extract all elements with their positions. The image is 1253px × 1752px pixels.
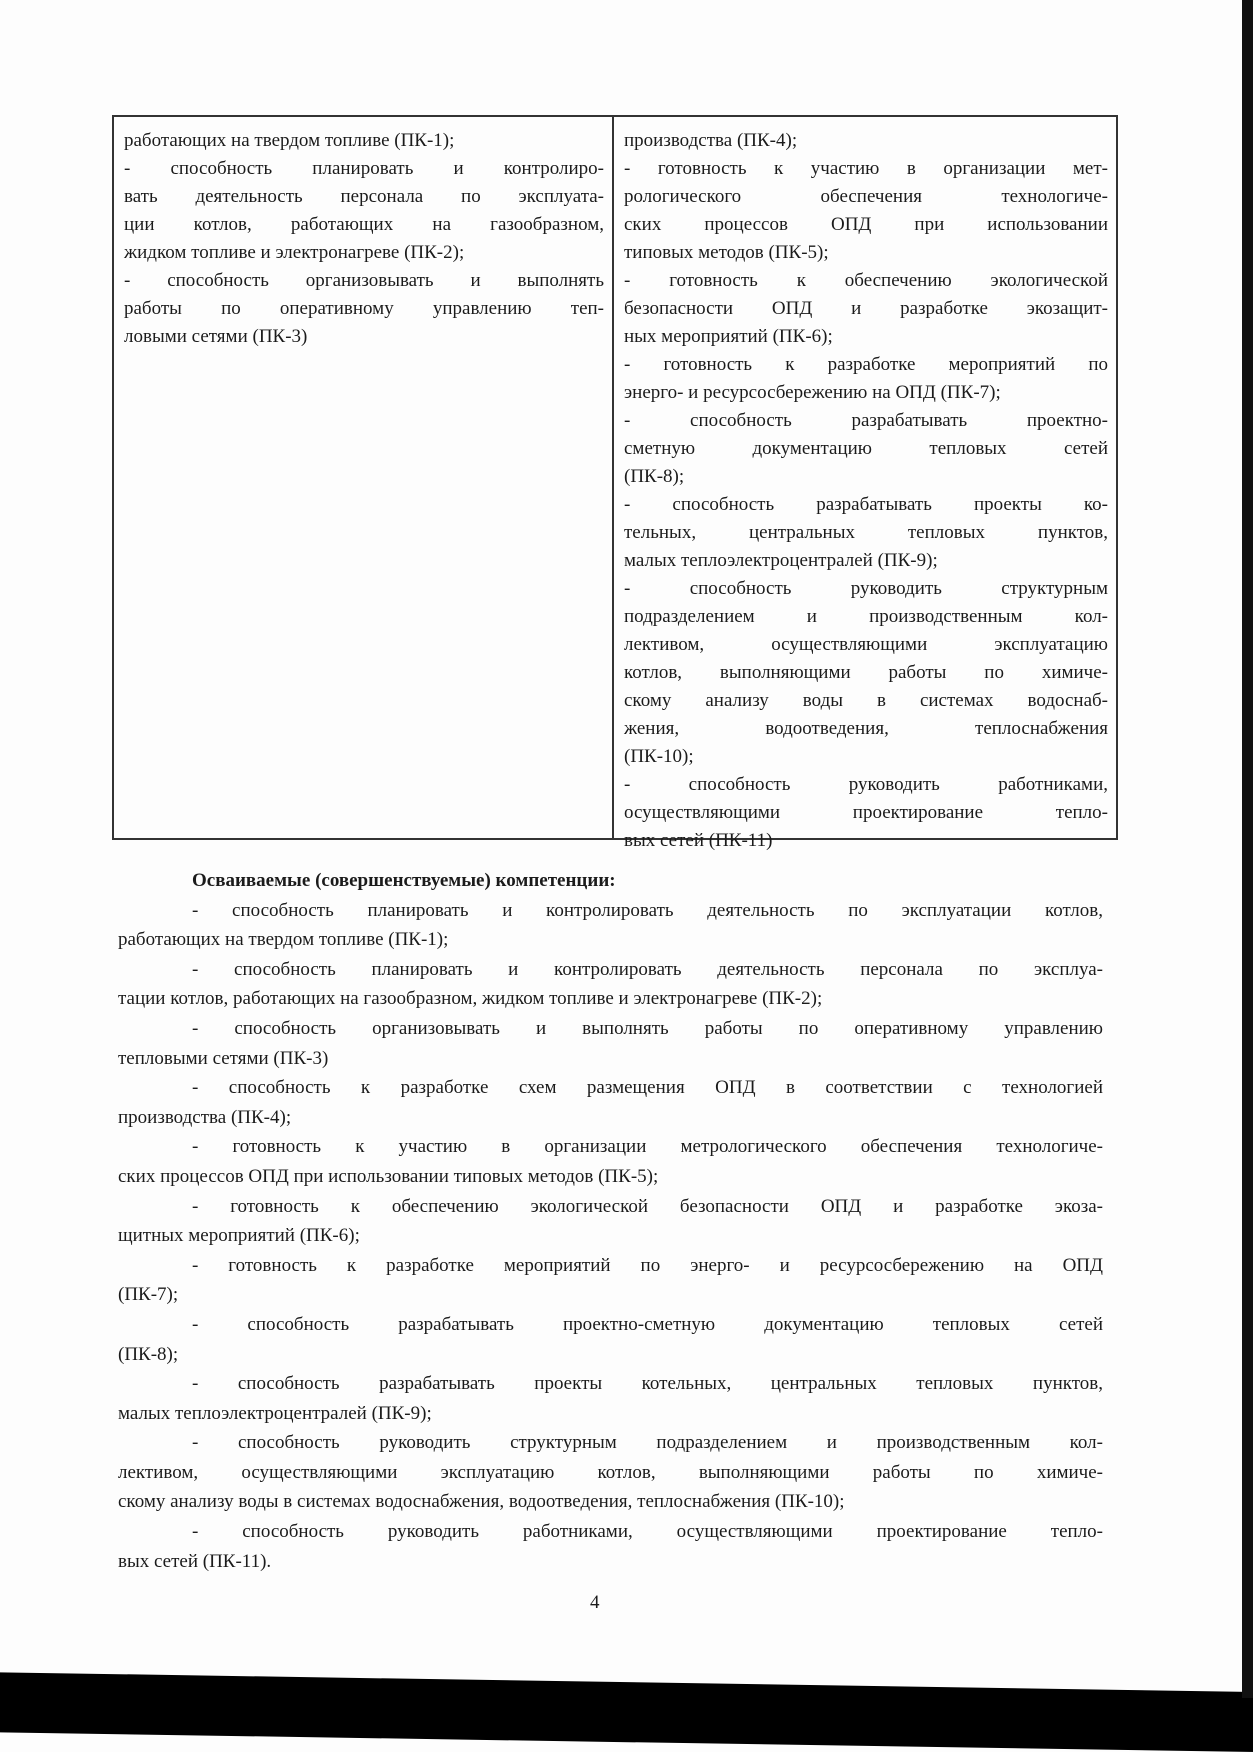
scan-shadow-right [1242,0,1253,1698]
table-text-line: - готовность к обеспечению экологической [624,270,1108,291]
table-text-line: ских процессов ОПД при использовании [624,214,1108,235]
text-line: - способность разрабатывать проектно-сметную документацию тепловых сетей [192,1313,1103,1335]
text-line: - способность руководить работниками, осуществляющими проектирование тепло- [192,1521,1103,1543]
competency-paragraph [118,896,1103,955]
table-text-line: подразделением и производственным кол- [624,606,1108,627]
table-text-line: вать деятельность персонала по эксплуата- [124,186,604,207]
table-text-line: ных мероприятий (ПК-6); [624,326,833,347]
table-text-line: - способность планировать и контролиро- [124,158,604,179]
text-line: щитных мероприятий (ПК-6); [118,1225,360,1247]
competency-paragraph [118,1132,1103,1191]
table-text-line: тельных, центральных тепловых пунктов, [624,522,1108,543]
competency-paragraph [118,955,1103,1014]
table-text-line: ции котлов, работающих на газообразном, [124,214,604,235]
competency-paragraph [118,1310,1103,1369]
text-line: тепловыми сетями (ПК-3) [118,1047,329,1069]
table-text-line: - способность руководить работниками, [624,774,1108,795]
text-line: лективом, осуществляющими эксплуатацию котлов, выполняющими работы по химиче- [118,1461,1103,1483]
competency-paragraph [118,1517,1103,1576]
text-line: работающих на твердом топливе (ПК-1); [118,929,449,951]
competency-paragraph [118,1428,1103,1517]
table-text-line: жидком топливе и электронагреве (ПК-2); [124,242,465,263]
text-line: - способность разрабатывать проекты котельных, центральных тепловых пунктов, [192,1373,1103,1395]
competency-paragraph [118,1251,1103,1310]
table-text-line: безопасности ОПД и разработке экозащит- [624,298,1108,319]
text-line: - способность руководить структурным подразделением и производственным кол- [192,1432,1103,1454]
text-line: - готовность к разработке мероприятий по энерго- и ресурсосбережению на ОПД [192,1254,1103,1276]
text-line: тации котлов, работающих на газообразном, жидком топливе и электронагреве (ПК-2); [118,988,823,1010]
table-text-line: рологического обеспечения технологиче- [624,186,1108,207]
text-line: - способность планировать и контролировать деятельность персонала по эксплуа- [192,958,1103,980]
section-heading: Осваиваемые (совершенствуемые) компетенции: [192,870,616,891]
table-text-line: - способность разрабатывать проектно- [624,410,1108,431]
table-text-line: осуществляющими проектирование тепло- [624,802,1108,823]
competencies-table [112,115,1118,851]
text-line: ских процессов ОПД при использовании типовых методов (ПК-5); [118,1165,659,1187]
table-text-line: - способность организовывать и выполнять [124,270,604,291]
table-left-cell [114,117,614,838]
table-text-line: производства (ПК-4); [624,130,798,151]
table-text-line: работающих на твердом топливе (ПК-1); [124,130,455,151]
table-text-line: сметную документацию тепловых сетей [624,438,1108,459]
table-text-line: - готовность к разработке мероприятий по [624,354,1108,375]
text-line: вых сетей (ПК-11). [118,1550,272,1572]
text-line: производства (ПК-4); [118,1106,292,1128]
text-line: малых теплоэлектроцентралей (ПК-9); [118,1402,432,1424]
table-text-line: работы по оперативному управлению теп- [124,298,604,319]
table-text-line: - готовность к участию в организации мет- [624,158,1108,179]
table-text-line: - способность руководить структурным [624,578,1108,599]
competencies-section [118,866,1103,1576]
competency-paragraph [118,1192,1103,1251]
table-text-line: - способность разрабатывать проекты ко- [624,494,1108,515]
table-text-line: жения, водоотведения, теплоснабжения [624,718,1108,739]
table-text-line: ловыми сетями (ПК-3) [124,326,308,347]
table-text-line: скому анализу воды в системах водоснаб- [624,690,1108,711]
competency-paragraph [118,1369,1103,1428]
text-line: скому анализу воды в системах водоснабжения, водоотведения, теплоснабжения (ПК-10); [118,1491,845,1513]
table-text-line: лективом, осуществляющими эксплуатацию [624,634,1108,655]
text-line: - способность к разработке схем размещения ОПД в соответствии с технологией [192,1077,1103,1099]
scan-shadow-bottom [0,1672,1253,1752]
text-line: - способность планировать и контролировать деятельность по эксплуатации котлов, [192,899,1103,921]
text-line: (ПК-7); [118,1284,179,1306]
text-line: - готовность к обеспечению экологической безопасности ОПД и разработке экоза- [192,1195,1103,1217]
table-text-line: (ПК-10); [624,746,694,767]
competency-paragraph [118,1014,1103,1073]
table-text-line: энерго- и ресурсосбережению на ОПД (ПК-7); [624,382,1001,403]
table-right-cell [614,117,1116,851]
text-line: - готовность к участию в организации метрологического обеспечения технологиче- [192,1136,1103,1158]
table-text-line: (ПК-8); [624,466,685,487]
page-number: 4 [590,1592,600,1613]
table-text-line: котлов, выполняющими работы по химиче- [624,662,1108,683]
competency-paragraph [118,1073,1103,1132]
table-text-line: типовых методов (ПК-5); [624,242,829,263]
table-text-line: вых сетей (ПК-11) [624,830,773,851]
table-text-line: малых теплоэлектроцентралей (ПК-9); [624,550,938,571]
text-line: - способность организовывать и выполнять работы по оперативному управлению [192,1017,1103,1039]
text-line: (ПК-8); [118,1343,179,1365]
